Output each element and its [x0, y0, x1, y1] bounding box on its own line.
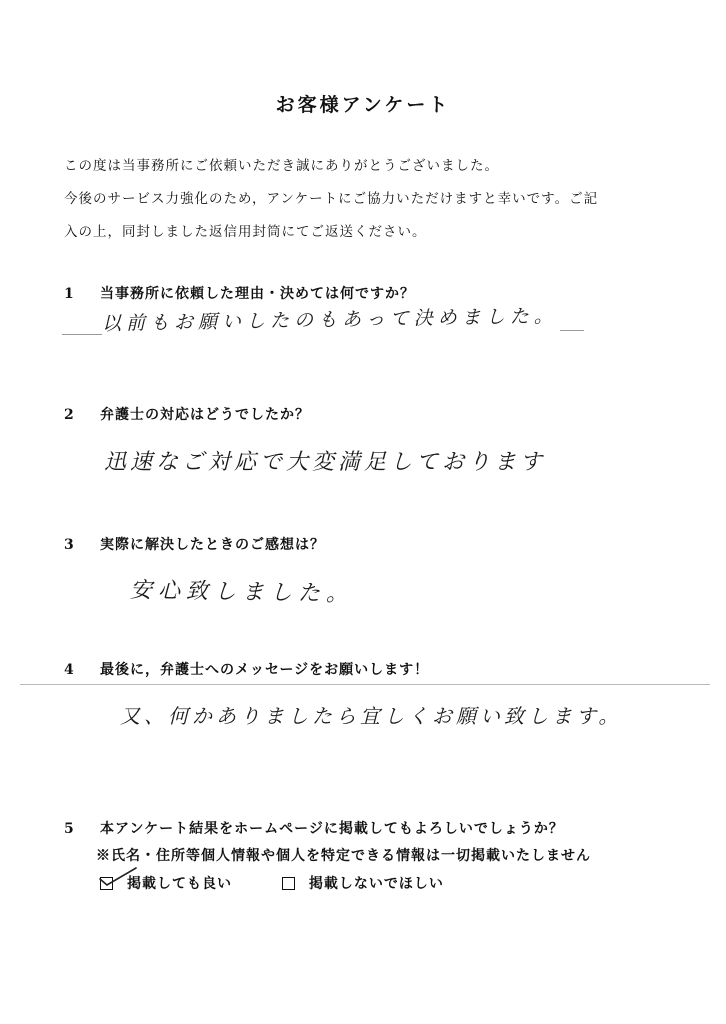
option-label: 掲載しないでほしい: [308, 876, 444, 892]
answer-1-handwritten: 以前もお願いしたのもあって決めました。: [101, 305, 558, 335]
answer-2-handwritten: 迅速なご対応で大変満足しております: [104, 450, 547, 475]
question-4: [64, 659, 429, 679]
answer-4-handwritten: 又、何かありましたら宜しくお願い致します。: [120, 704, 623, 728]
privacy-note: ※氏名・住所等個人情報や個人を特定できる情報は一切掲載いたしません: [96, 848, 591, 864]
question-number: 3: [64, 537, 75, 553]
scan-line: [20, 684, 710, 685]
option-publish-ok[interactable]: [100, 873, 232, 893]
answer-3-handwritten: 安心致しました。: [129, 578, 355, 607]
question-1: [64, 283, 415, 303]
intro-line: 入の上，同封しました返信用封筒にてご返送ください。: [64, 224, 427, 240]
question-text: 最後に，弁護士へのメッセージをお願いします！: [100, 662, 430, 678]
underline-fragment: [560, 330, 584, 331]
question-3: [64, 534, 325, 554]
checkbox-empty-icon[interactable]: [282, 877, 295, 890]
question-number: 1: [64, 286, 75, 302]
handwritten-check-icon: [98, 865, 138, 889]
question-2: [64, 404, 310, 424]
page-title: お客様アンケート: [275, 94, 451, 116]
intro-line: この度は当事務所にご依頼いただき誠にありがとうございました。: [64, 158, 499, 174]
question-text: 実際に解決したときのご感想は？: [100, 537, 325, 553]
question-text: 本アンケート結果をホームページに掲載してもよろしいでしょうか？: [100, 821, 564, 837]
publish-options: [100, 873, 488, 894]
intro-line: 今後のサービス力強化のため，アンケートにご協力いただけますと幸いです。ご記: [64, 191, 599, 207]
option-publish-no[interactable]: [282, 873, 444, 893]
underline-fragment: [62, 334, 102, 335]
question-text: 当事務所に依頼した理由・決めては何ですか？: [100, 286, 415, 302]
option-label: 掲載しても良い: [127, 876, 232, 892]
question-number: 5: [64, 821, 75, 837]
question-text: 弁護士の対応はどうでしたか？: [100, 407, 310, 423]
question-5: [64, 818, 564, 838]
question-number: 4: [64, 662, 75, 678]
intro-text: [64, 150, 684, 249]
question-number: 2: [64, 407, 75, 423]
